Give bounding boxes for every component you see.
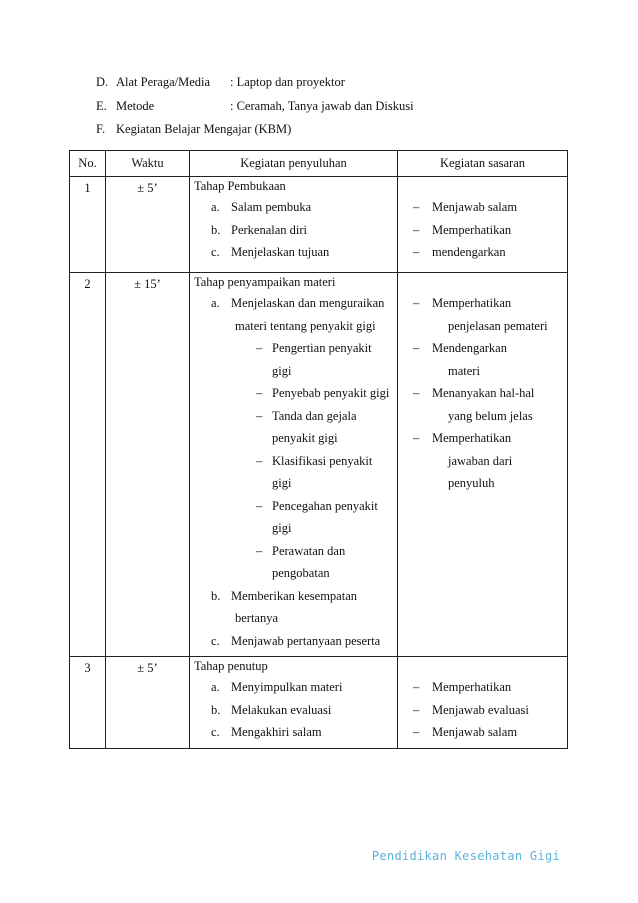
dash: –	[413, 296, 420, 310]
info-label: Alat Peraga/Media	[116, 75, 211, 89]
sub-item	[194, 540, 397, 563]
item-text: Menyimpulkan materi	[231, 680, 343, 694]
target-text: Memperhatikan	[432, 222, 512, 237]
dash: –	[413, 200, 420, 214]
dash: –	[256, 498, 263, 513]
info-letter: D.	[96, 75, 109, 89]
info-line-media	[96, 71, 414, 95]
dash: –	[413, 222, 420, 237]
dash: –	[256, 386, 263, 400]
header-waktu: Waktu	[106, 151, 190, 177]
row-activity	[190, 273, 398, 657]
dash: –	[413, 386, 420, 400]
target-text: Memperhatikan	[432, 296, 512, 310]
target-item	[413, 337, 567, 360]
target-text: Mendengarkan	[432, 341, 507, 355]
target-item	[413, 241, 567, 264]
page-footer: Pendidikan Kesehatan Gigi	[371, 849, 560, 863]
target-continuation: penjelasan pemateri	[448, 318, 548, 333]
sub-continuation: gigi	[272, 363, 292, 378]
target-text: Menjawab salam	[432, 200, 518, 214]
sub-text: Pencegahan penyakit	[272, 498, 378, 513]
info-value: : Ceramah, Tanya jawab dan Diskusi	[230, 98, 414, 113]
row-number: 2	[70, 273, 106, 657]
target-item	[413, 292, 567, 315]
item-letter: a.	[211, 200, 220, 214]
sub-continuation: penyakit gigi	[272, 431, 338, 445]
target-item	[413, 219, 567, 242]
list-item	[194, 721, 397, 744]
dash: –	[413, 431, 420, 445]
target-item	[413, 676, 567, 699]
target-item	[413, 196, 567, 219]
sub-continuation: gigi	[272, 521, 292, 535]
dash: –	[413, 680, 420, 694]
item-text: Salam pembuka	[231, 200, 312, 214]
item-letter: a.	[211, 296, 220, 310]
sub-item	[194, 337, 397, 360]
table-header-row	[70, 151, 568, 177]
info-value: : Laptop dan proyektor	[230, 75, 345, 89]
item-letter: c.	[211, 245, 220, 259]
activity-title: Tahap penutup	[194, 659, 268, 673]
row-target	[398, 177, 568, 273]
sub-item	[194, 450, 397, 473]
target-text: Menjawab salam	[432, 725, 518, 739]
list-item	[194, 630, 397, 653]
item-text: Menjawab pertanyaan peserta	[231, 633, 381, 648]
table-row	[70, 177, 568, 273]
item-letter: c.	[211, 633, 220, 648]
item-text: Mengakhiri salam	[231, 725, 322, 739]
target-item	[413, 382, 567, 405]
target-item	[413, 427, 567, 450]
table-row	[70, 273, 568, 657]
row-activity	[190, 177, 398, 273]
item-text: Perkenalan diri	[231, 222, 308, 237]
sub-continuation: gigi	[272, 476, 292, 490]
target-text: Memperhatikan	[432, 431, 512, 445]
info-label: Metode	[116, 98, 155, 113]
header-kegiatan-penyuluhan: Kegiatan penyuluhan	[190, 151, 398, 177]
target-continuation: penyuluh	[448, 476, 495, 490]
info-line-kbm	[96, 118, 414, 142]
target-continuation: yang belum jelas	[448, 408, 533, 423]
dash: –	[413, 725, 420, 739]
dash: –	[256, 453, 263, 468]
item-letter: a.	[211, 680, 220, 694]
target-text: mendengarkan	[432, 245, 506, 259]
item-letter: b.	[211, 702, 221, 717]
row-time: ± 15’	[106, 273, 190, 657]
activity-title: Tahap penyampaikan materi	[194, 275, 336, 289]
info-line-metode	[96, 95, 414, 119]
row-number: 3	[70, 657, 106, 749]
item-text: Melakukan evaluasi	[231, 702, 332, 717]
list-item	[194, 219, 397, 242]
kbm-table	[69, 150, 568, 749]
info-label: Kegiatan Belajar Mengajar (KBM)	[116, 122, 292, 136]
sub-continuation: pengobatan	[272, 566, 330, 580]
sub-text: Tanda dan gejala	[272, 408, 357, 423]
item-text: Menjelaskan tujuan	[231, 245, 330, 259]
sub-item	[194, 495, 397, 518]
dash: –	[413, 341, 420, 355]
target-text: Menjawab evaluasi	[432, 702, 529, 717]
sub-text: Penyebab penyakit gigi	[272, 386, 390, 400]
activity-title: Tahap Pembukaan	[194, 179, 286, 193]
dash: –	[413, 702, 420, 717]
info-list	[96, 71, 414, 142]
sub-text: Klasifikasi penyakit	[272, 453, 373, 468]
target-item	[413, 699, 567, 722]
list-item	[194, 676, 397, 699]
row-time: ± 5’	[106, 657, 190, 749]
target-continuation: jawaban dari	[448, 453, 513, 468]
item-text: Memberikan kesempatan	[231, 588, 357, 603]
dash: –	[256, 408, 263, 423]
item-letter: b.	[211, 222, 221, 237]
info-letter: F.	[96, 122, 106, 136]
item-continuation: materi tentang penyakit gigi	[235, 318, 376, 333]
target-text: Memperhatikan	[432, 680, 512, 694]
info-letter: E.	[96, 98, 107, 113]
row-time: ± 5’	[106, 177, 190, 273]
header-no: No.	[70, 151, 106, 177]
list-item	[194, 292, 397, 315]
sub-text: Pengertian penyakit	[272, 341, 372, 355]
item-letter: b.	[211, 588, 221, 603]
dash: –	[256, 543, 263, 558]
header-kegiatan-sasaran: Kegiatan sasaran	[398, 151, 568, 177]
target-continuation: materi	[448, 363, 480, 378]
list-item	[194, 241, 397, 264]
dash: –	[256, 341, 263, 355]
row-activity	[190, 657, 398, 749]
list-item	[194, 699, 397, 722]
sub-item	[194, 382, 397, 405]
row-number: 1	[70, 177, 106, 273]
row-target	[398, 657, 568, 749]
list-item	[194, 585, 397, 608]
item-text: Menjelaskan dan menguraikan	[231, 296, 385, 310]
row-target	[398, 273, 568, 657]
list-item	[194, 196, 397, 219]
item-letter: c.	[211, 725, 220, 739]
table-row	[70, 657, 568, 749]
sub-item	[194, 405, 397, 428]
target-text: Menanyakan hal-hal	[432, 386, 535, 400]
item-continuation: bertanya	[235, 611, 279, 625]
sub-text: Perawatan dan	[272, 543, 346, 558]
dash: –	[413, 245, 420, 259]
target-item	[413, 721, 567, 744]
